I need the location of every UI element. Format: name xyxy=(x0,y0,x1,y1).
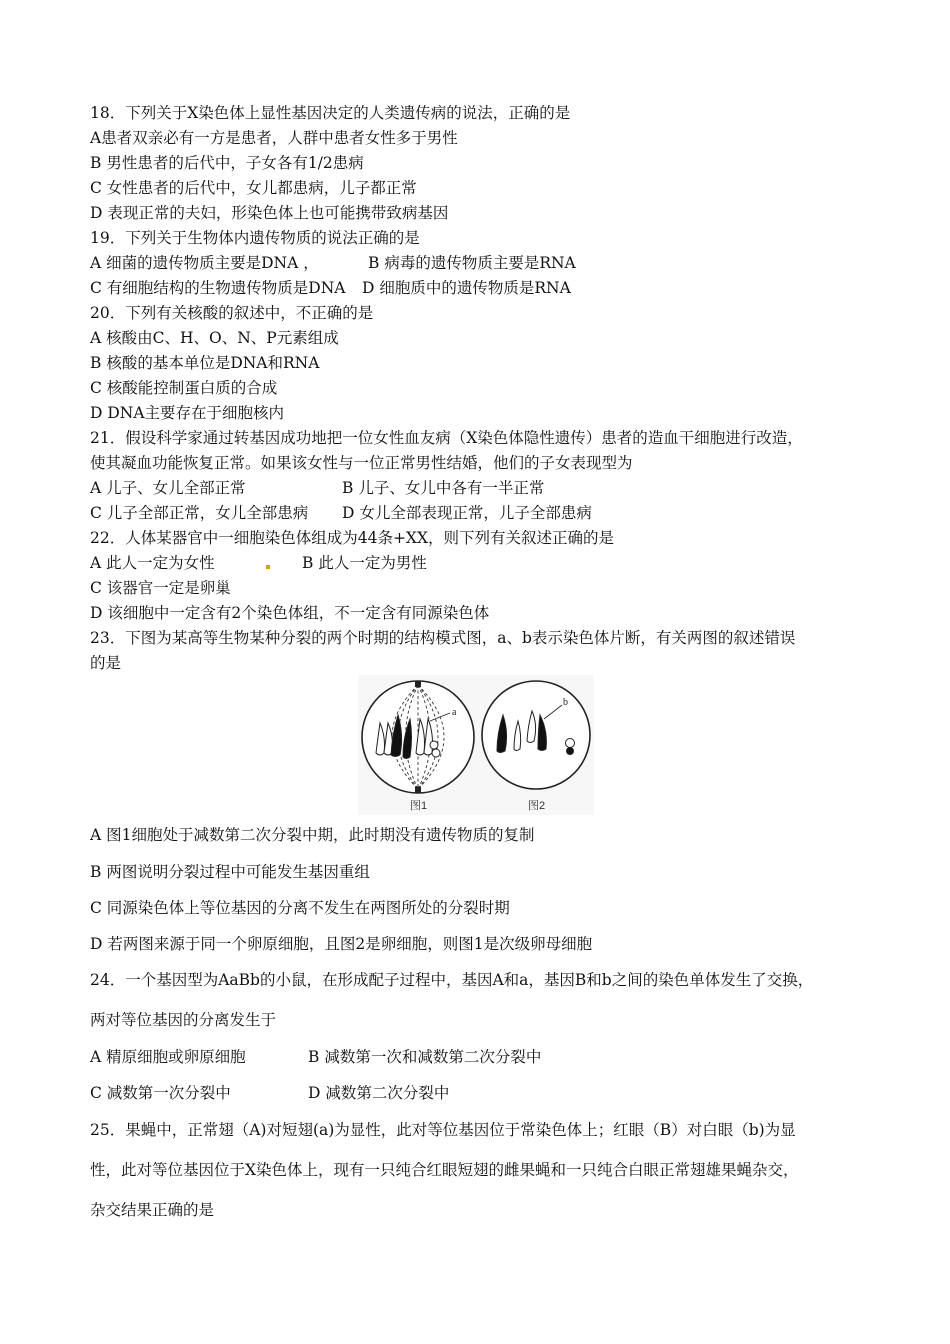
q18-option-c: C 女性患者的后代中，女儿都患病，儿子都正常 xyxy=(90,179,417,197)
q25-stem-line-1: 25．果蝇中，正常翅（A)对短翅(a)为显性，此对等位基因位于常染色体上；红眼（B）对白眼（b)为显 xyxy=(90,1121,796,1139)
q21-row-2 xyxy=(90,503,592,523)
q23-stem-line-1: 23．下图为某高等生物某种分裂的两个时期的结构模式图，a、b表示染色体片断，有关两图的叙述错误 xyxy=(90,629,796,647)
centrosome-bottom xyxy=(415,787,421,793)
q19-option-a: A 细菌的遗传物质主要是DNA ， xyxy=(90,254,319,272)
q22-option-a: A 此人一定为女性 xyxy=(90,554,215,572)
q21-stem-line-1: 21．假设科学家通过转基因成功地把一位女性血友病（X染色体隐性遗传）患者的造血干细胞进行改造， xyxy=(90,429,803,447)
q20-option-d: D DNA主要存在于细胞核内 xyxy=(90,404,285,422)
q19-row-1 xyxy=(90,253,576,273)
centrosome-top xyxy=(415,681,421,687)
figure-2-marker: b xyxy=(563,697,568,708)
q24-option-c: C 减数第一次分裂中 xyxy=(90,1084,231,1102)
figure-1-marker: a xyxy=(452,707,457,718)
q24-option-b: B 减数第一次和减数第二次分裂中 xyxy=(308,1048,542,1066)
q19-option-d: D 细胞质中的遗传物质是RNA xyxy=(362,279,571,297)
q21-option-c: C 儿子全部正常，女儿全部患病 xyxy=(90,504,309,522)
q24-row-1 xyxy=(90,1047,541,1067)
q22-row-1 xyxy=(90,553,427,573)
q23-figure xyxy=(358,675,594,815)
q21-stem-line-2: 使其凝血功能恢复正常。如果该女性与一位正常男性结婚，他们的子女表现型为 xyxy=(90,454,633,472)
q18-option-b: B 男性患者的后代中，子女各有1/2患病 xyxy=(90,154,364,172)
stray-dot xyxy=(266,565,270,569)
q22-option-b: B 此人一定为男性 xyxy=(302,554,427,572)
q24-stem-line-2: 两对等位基因的分离发生于 xyxy=(90,1011,277,1029)
q20-option-a: A 核酸由C、H、O、N、P元素组成 xyxy=(90,329,339,347)
q20-option-c: C 核酸能控制蛋白质的合成 xyxy=(90,379,278,397)
q21-row-1 xyxy=(90,478,544,498)
q20-option-b: B 核酸的基本单位是DNA和RNA xyxy=(90,354,320,372)
q24-option-a: A 精原细胞或卵原细胞 xyxy=(90,1048,246,1066)
q21-option-a: A 儿子、女儿全部正常 xyxy=(90,479,246,497)
q21-option-b: B 儿子、女儿中各有一半正常 xyxy=(342,479,545,497)
q25-stem-line-2: 性，此对等位基因位于X染色体上，现有一只纯合红眼短翅的雌果蝇和一只纯合白眼正常翅雄果蝇杂交， xyxy=(90,1161,799,1179)
q23-option-d: D 若两图来源于同一个卵原细胞，且图2是卵细胞，则图1是次级卵母细胞 xyxy=(90,935,593,953)
figure-2-label: 图2 xyxy=(528,800,546,812)
q23-option-a: A 图1细胞处于减数第二次分裂中期，此时期没有遗传物质的复制 xyxy=(90,826,535,844)
q24-row-2 xyxy=(90,1083,449,1103)
q18-option-a: A患者双亲必有一方是患者，人群中患者女性多于男性 xyxy=(90,129,458,147)
q25-stem-line-3: 杂交结果正确的是 xyxy=(90,1201,215,1219)
q23-option-c: C 同源染色体上等位基因的分离不发生在两图所处的分裂时期 xyxy=(90,899,510,917)
q18-option-d: D 表现正常的夫妇，形染色体上也可能携带致病基因 xyxy=(90,204,449,222)
q21-option-d: D 女儿全部表现正常，儿子全部患病 xyxy=(342,504,592,522)
q20-stem: 20．下列有关核酸的叙述中，不正确的是 xyxy=(90,304,374,322)
q22-stem: 22．人体某器官中一细胞染色体组成为44条+XX，则下列有关叙述正确的是 xyxy=(90,529,615,547)
figure-1-label: 图1 xyxy=(410,800,428,812)
q18-stem: 18．下列关于X染色体上显性基因决定的人类遗传病的说法，正确的是 xyxy=(90,104,571,122)
q19-option-b: B 病毒的遗传物质主要是RNA xyxy=(368,254,576,272)
q19-option-c: C 有细胞结构的生物遗传物质是DNA xyxy=(90,279,346,297)
q24-option-d: D 减数第二次分裂中 xyxy=(308,1084,450,1102)
q19-stem: 19．下列关于生物体内遗传物质的说法正确的是 xyxy=(90,229,420,247)
q24-stem-line-1: 24．一个基因型为AaBb的小鼠，在形成配子过程中，基因A和a，基因B和b之间的染色单体发生了交换， xyxy=(90,971,814,989)
q19-row-2 xyxy=(90,278,571,298)
q22-option-c: C 该器官一定是卵巢 xyxy=(90,579,231,597)
q23-stem-line-2: 的是 xyxy=(90,654,122,672)
q22-option-d: D 该细胞中一定含有2个染色体组，不一定含有同源染色体 xyxy=(90,604,490,622)
q23-option-b: B 两图说明分裂过程中可能发生基因重组 xyxy=(90,863,370,881)
